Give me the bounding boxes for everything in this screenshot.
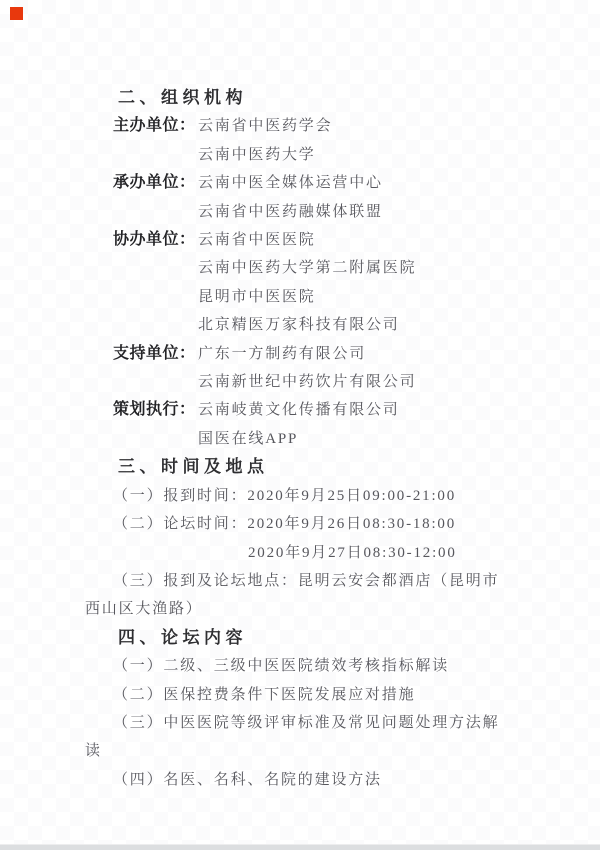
org-row <box>113 226 512 340</box>
section-heading: 三、时间及地点 <box>118 457 269 477</box>
org-value: 云南中医药大学第二附属医院 <box>198 260 417 277</box>
numbered-item: （一）二级、三级中医医院绩效考核指标解读 <box>113 658 450 675</box>
org-value: 云南新世纪中药饮片有限公司 <box>198 374 417 391</box>
page-bottom-edge <box>0 844 600 850</box>
org-value: 广东一方制药有限公司 <box>198 345 367 362</box>
org-value-list <box>198 396 512 453</box>
numbered-item: （四）名医、名科、名院的建设方法 <box>113 771 382 788</box>
org-value: 云南省中医医院 <box>198 232 316 249</box>
numbered-item: （一）报到时间：2020年9月25日09:00-21:00 <box>113 487 457 504</box>
org-value-list <box>198 340 512 397</box>
org-label: 承办单位： <box>113 174 196 192</box>
org-label: 策划执行： <box>113 401 196 419</box>
org-row <box>113 396 512 453</box>
org-value: 云南省中医药融媒体联盟 <box>198 203 383 220</box>
numbered-item-continuation: 2020年9月27日08:30-12:00 <box>248 544 457 561</box>
numbered-item: （三）中医医院等级评审标准及常见问题处理方法解读 <box>85 714 500 760</box>
org-value: 云南岐黄文化传播有限公司 <box>198 402 400 419</box>
section-heading: 四、论坛内容 <box>118 627 247 647</box>
numbered-item: （二）医保控费条件下医院发展应对措施 <box>113 686 416 703</box>
org-row <box>113 112 512 169</box>
org-value: 昆明市中医医院 <box>198 288 316 305</box>
numbered-item: （二）论坛时间：2020年9月26日08:30-18:00 <box>113 516 457 533</box>
org-value-list <box>198 112 512 169</box>
org-row <box>113 169 512 226</box>
section-heading: 二、组织机构 <box>118 88 247 107</box>
numbered-item: （三）报到及论坛地点：昆明云安会都酒店（昆明市西山区大渔路） <box>85 572 500 618</box>
org-row <box>113 340 512 397</box>
org-value: 云南中医药大学 <box>198 146 316 163</box>
org-value: 北京精医万家科技有限公司 <box>198 317 400 334</box>
org-label: 支持单位： <box>113 344 196 362</box>
org-label: 协办单位： <box>113 231 196 249</box>
org-value-list <box>198 169 512 226</box>
org-label: 主办单位： <box>113 117 196 135</box>
org-value: 云南省中医药学会 <box>198 118 333 135</box>
red-marker <box>10 7 23 20</box>
org-value: 云南中医全媒体运营中心 <box>198 175 383 192</box>
org-value-list <box>198 226 512 340</box>
org-value: 国医在线APP <box>198 430 299 447</box>
